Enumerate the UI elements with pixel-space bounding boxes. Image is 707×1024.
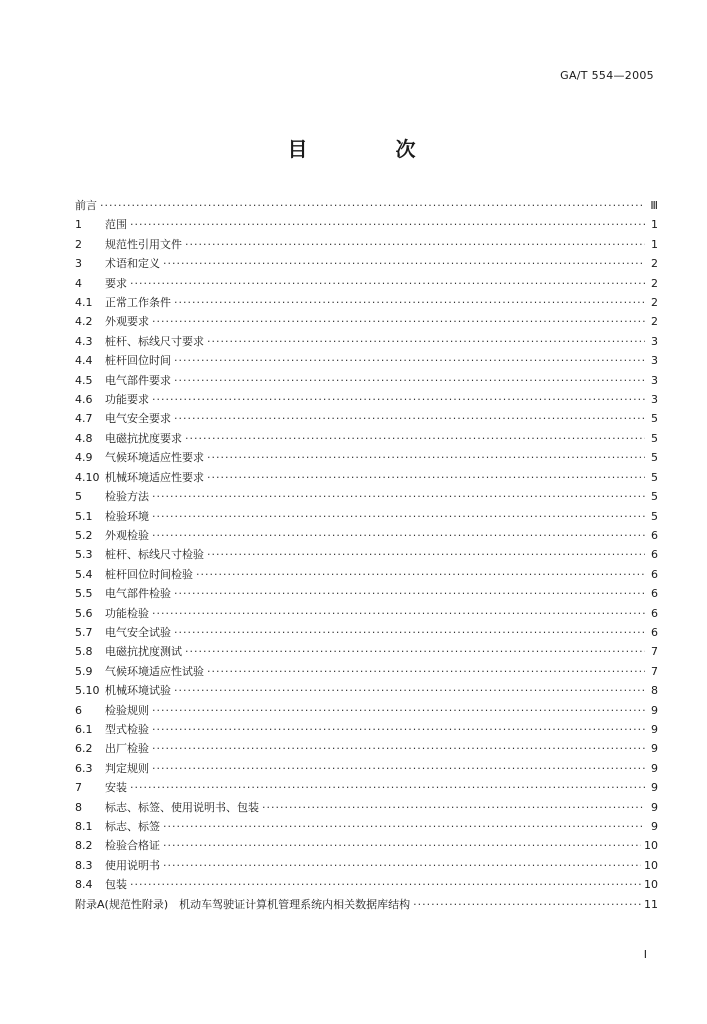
toc-entry-number: 4	[75, 276, 82, 290]
toc-leader-dots	[207, 468, 645, 487]
toc-entry-page: 9	[651, 761, 658, 775]
toc-entry-number: 4.4	[75, 354, 93, 368]
toc-entry-number: 4.2	[75, 315, 93, 329]
toc-entry-page: 9	[651, 781, 658, 795]
toc-entry-page: 10	[644, 839, 658, 853]
toc-entry-page: 6	[651, 625, 658, 639]
toc-leader-dots	[413, 895, 641, 914]
toc-entry-number: 6	[75, 703, 82, 717]
toc-entry-number: 8.3	[75, 858, 93, 872]
toc-entry-number: 4.1	[75, 296, 93, 310]
toc-entry[interactable]	[75, 623, 658, 642]
toc-entry[interactable]	[75, 487, 658, 506]
toc-entry[interactable]	[75, 526, 658, 545]
toc-entry-number: 5.3	[75, 548, 93, 562]
toc-leader-dots	[174, 293, 645, 312]
toc-entry-label: 附录A(规范性附录) 机动车驾驶证计算机管理系统内相关数据库结构	[75, 897, 411, 911]
toc-entry-number: 5.10	[75, 684, 100, 698]
toc-leader-dots	[163, 836, 641, 855]
toc-entry-page: 6	[651, 606, 658, 620]
toc-entry-page: 2	[651, 257, 658, 271]
toc-leader-dots	[207, 448, 645, 467]
toc-entry-label: 型式检验	[105, 722, 149, 736]
toc-entry-number: 5.1	[75, 509, 93, 523]
toc-entry[interactable]	[75, 274, 658, 293]
toc-entry[interactable]	[75, 371, 658, 390]
toc-leader-dots	[130, 875, 641, 894]
toc-entry[interactable]	[75, 778, 658, 797]
toc-entry[interactable]	[75, 196, 658, 215]
toc-entry-label: 桩杆、标线尺寸要求	[105, 334, 204, 348]
toc-entry-label: 电气部件要求	[105, 373, 171, 387]
toc-entry-page: 7	[651, 645, 658, 659]
toc-entry[interactable]	[75, 604, 658, 623]
toc-entry-page: 2	[651, 296, 658, 310]
toc-entry-label: 桩杆回位时间检验	[105, 567, 193, 581]
toc-entry-label: 电气部件检验	[105, 587, 171, 601]
toc-entry[interactable]	[75, 235, 658, 254]
toc-entry-label: 电气安全要求	[105, 412, 171, 426]
toc-entry[interactable]	[75, 584, 658, 603]
toc-leader-dots	[163, 856, 641, 875]
toc-entry[interactable]	[75, 720, 658, 739]
toc-leader-dots	[152, 604, 645, 623]
toc-entry-page: 9	[651, 820, 658, 833]
toc-entry[interactable]	[75, 448, 658, 467]
toc-entry[interactable]	[75, 681, 658, 700]
toc-entry-label: 机械环境适应性要求	[105, 470, 204, 484]
toc-entry[interactable]	[75, 545, 658, 564]
toc-entry-label: 电磁抗扰度测试	[105, 645, 182, 659]
toc-leader-dots	[130, 778, 645, 797]
toc-entry-label: 使用说明书	[105, 858, 160, 872]
toc-entry-label: 标志、标签、使用说明书、包装	[105, 800, 259, 814]
toc-entry-number: 5.8	[75, 645, 93, 659]
toc-entry-number: 8.1	[75, 820, 93, 833]
toc-entry-number: 3	[75, 257, 82, 271]
toc-entry-label: 气候环境适应性要求	[105, 451, 204, 465]
toc-entry-page: 5	[651, 490, 658, 504]
toc-leader-dots	[152, 526, 645, 545]
toc-entry-page: 8	[651, 684, 658, 698]
toc-leader-dots	[262, 798, 645, 817]
toc-entry[interactable]	[75, 293, 658, 312]
toc-entry-number: 4.5	[75, 373, 93, 387]
toc-entry[interactable]	[75, 332, 658, 351]
toc-entry-page: 2	[651, 315, 658, 329]
toc-leader-dots	[152, 759, 645, 778]
toc-entry-page: 5	[651, 470, 658, 484]
standard-code: GA/T 554—2005	[560, 69, 654, 82]
toc-entry-number: 7	[75, 781, 82, 795]
toc-entry-label: 桩杆、标线尺寸检验	[105, 548, 204, 562]
toc-entry-number: 8.2	[75, 839, 93, 853]
toc-entry-number: 5.6	[75, 606, 93, 620]
toc-entry-label: 检验方法	[105, 490, 149, 504]
toc-entry-page: 1	[651, 237, 658, 251]
toc-entry[interactable]	[75, 798, 658, 817]
toc-leader-dots	[174, 409, 645, 428]
toc-entry-page: 3	[651, 393, 658, 407]
toc-entry-page: 7	[651, 664, 658, 678]
toc-leader-dots	[152, 312, 645, 331]
toc-entry-label: 出厂检验	[105, 742, 149, 756]
toc-entry[interactable]	[75, 759, 658, 778]
toc-entry-number: 4.8	[75, 431, 93, 445]
toc-entry-page: 9	[651, 742, 658, 756]
toc-entry-number: 4.3	[75, 334, 93, 348]
toc-entry-label: 外观检验	[105, 528, 149, 542]
toc-leader-dots	[196, 565, 645, 584]
toc-entry-label: 正常工作条件	[105, 296, 171, 310]
toc-leader-dots	[100, 196, 645, 215]
toc-leader-dots	[174, 584, 645, 603]
toc-entry-page: 3	[651, 354, 658, 368]
toc-entry-label: 机械环境试验	[105, 684, 171, 698]
toc-leader-dots	[130, 274, 645, 293]
toc-entry-page: 1	[651, 218, 658, 232]
toc-leader-dots	[130, 215, 645, 234]
toc-entry-label: 检验环境	[105, 509, 149, 523]
toc-entry-number: 5.2	[75, 528, 93, 542]
toc-entry-number: 4.10	[75, 470, 100, 484]
page-title: 目 次	[287, 137, 450, 161]
toc-entry-page: 6	[651, 528, 658, 542]
toc-entry[interactable]	[75, 312, 658, 331]
toc-entry-number: 4.6	[75, 393, 93, 407]
toc-entry-number: 6.1	[75, 722, 93, 736]
toc-entry-page: 5	[651, 431, 658, 445]
toc-entry-number: 4.7	[75, 412, 93, 426]
toc-entry-number: 1	[75, 218, 82, 232]
toc-entry[interactable]	[75, 254, 658, 273]
toc-leader-dots	[152, 701, 645, 720]
toc-entry[interactable]	[75, 390, 658, 409]
toc-entry-page: 5	[651, 451, 658, 465]
toc-leader-dots	[174, 351, 645, 370]
toc-leader-dots	[185, 235, 645, 254]
toc-leader-dots	[152, 487, 645, 506]
toc-entry[interactable]	[75, 836, 658, 855]
toc-entry-label: 桩杆回位时间	[105, 354, 171, 368]
toc-entry[interactable]	[75, 215, 658, 234]
toc-entry-number: 5	[75, 490, 82, 504]
toc-entry-number: 8.4	[75, 878, 93, 892]
toc-entry-label: 检验规则	[105, 703, 149, 717]
toc-entry-number: 2	[75, 237, 82, 251]
toc-entry-page: 3	[651, 373, 658, 387]
toc-leader-dots	[152, 507, 645, 526]
toc-leader-dots	[174, 371, 645, 390]
toc-entry-page: 6	[651, 548, 658, 562]
toc-entry-label: 判定规则	[105, 761, 149, 775]
toc-entry[interactable]	[75, 468, 658, 487]
toc-entry-page: 10	[644, 858, 658, 872]
toc-entry-number: 5.5	[75, 587, 93, 601]
toc-entry-label: 功能要求	[105, 393, 149, 407]
toc-leader-dots	[163, 817, 645, 836]
toc-entry[interactable]	[75, 642, 658, 661]
toc-entry[interactable]	[75, 429, 658, 448]
toc-entry-label: 规范性引用文件	[105, 237, 182, 251]
toc-entry-page: 5	[651, 509, 658, 523]
toc-entry-page: 9	[651, 800, 658, 814]
toc-entry-page: 6	[651, 587, 658, 601]
toc-leader-dots	[207, 662, 645, 681]
toc-entry-number: 6.2	[75, 742, 93, 756]
toc-entry-label: 电磁抗扰度要求	[105, 431, 182, 445]
toc-entry-label: 包装	[105, 878, 127, 892]
toc-entry-page: 6	[651, 567, 658, 581]
toc-entry-label: 前言	[75, 199, 97, 212]
toc-entry-label: 要求	[105, 276, 127, 290]
toc-leader-dots	[174, 623, 645, 642]
toc-entry[interactable]	[75, 895, 658, 914]
toc-entry-page: 11	[644, 897, 658, 911]
toc-entry-label: 功能检验	[105, 606, 149, 620]
toc-entry-number: 5.7	[75, 625, 93, 639]
toc-entry-number: 5.9	[75, 664, 93, 678]
toc-leader-dots	[207, 545, 645, 564]
footer-page-number: Ⅰ	[643, 948, 647, 961]
toc-entry[interactable]	[75, 856, 658, 875]
toc-entry-number: 4.9	[75, 451, 93, 465]
toc-entry-number: 8	[75, 800, 82, 814]
toc-entry[interactable]	[75, 817, 658, 836]
toc-leader-dots	[207, 332, 645, 351]
toc-entry-page: 9	[651, 722, 658, 736]
toc-leader-dots	[163, 254, 645, 273]
toc-entry[interactable]	[75, 565, 658, 584]
toc-entry[interactable]	[75, 701, 658, 720]
toc-entry-page: 2	[651, 276, 658, 290]
toc-leader-dots	[152, 720, 645, 739]
toc-leader-dots	[185, 642, 645, 661]
toc-entry-page: 9	[651, 703, 658, 717]
toc-leader-dots	[185, 429, 645, 448]
toc-entry-label: 标志、标签	[105, 820, 160, 833]
toc-entry-page: 5	[651, 412, 658, 426]
toc-entry[interactable]	[75, 662, 658, 681]
toc-leader-dots	[152, 390, 645, 409]
toc-entry[interactable]	[75, 875, 658, 894]
toc-entry-label: 范围	[105, 218, 127, 232]
toc-leader-dots	[174, 681, 645, 700]
toc-entry-label: 气候环境适应性试验	[105, 664, 204, 678]
toc-entry[interactable]	[75, 351, 658, 370]
toc-entry-page: Ⅲ	[650, 199, 658, 212]
toc-entry-number: 5.4	[75, 567, 93, 581]
toc-entry-label: 外观要求	[105, 315, 149, 329]
toc-entry-page: 10	[644, 878, 658, 892]
toc-entry-number: 6.3	[75, 761, 93, 775]
toc-leader-dots	[152, 739, 645, 758]
table-of-contents	[75, 196, 658, 914]
toc-entry[interactable]	[75, 409, 658, 428]
toc-entry-label: 检验合格证	[105, 839, 160, 853]
toc-entry-page: 3	[651, 334, 658, 348]
toc-entry[interactable]	[75, 507, 658, 526]
toc-entry-label: 术语和定义	[105, 257, 160, 271]
toc-entry-label: 安装	[105, 781, 127, 795]
toc-entry-label: 电气安全试验	[105, 625, 171, 639]
toc-entry[interactable]	[75, 739, 658, 758]
